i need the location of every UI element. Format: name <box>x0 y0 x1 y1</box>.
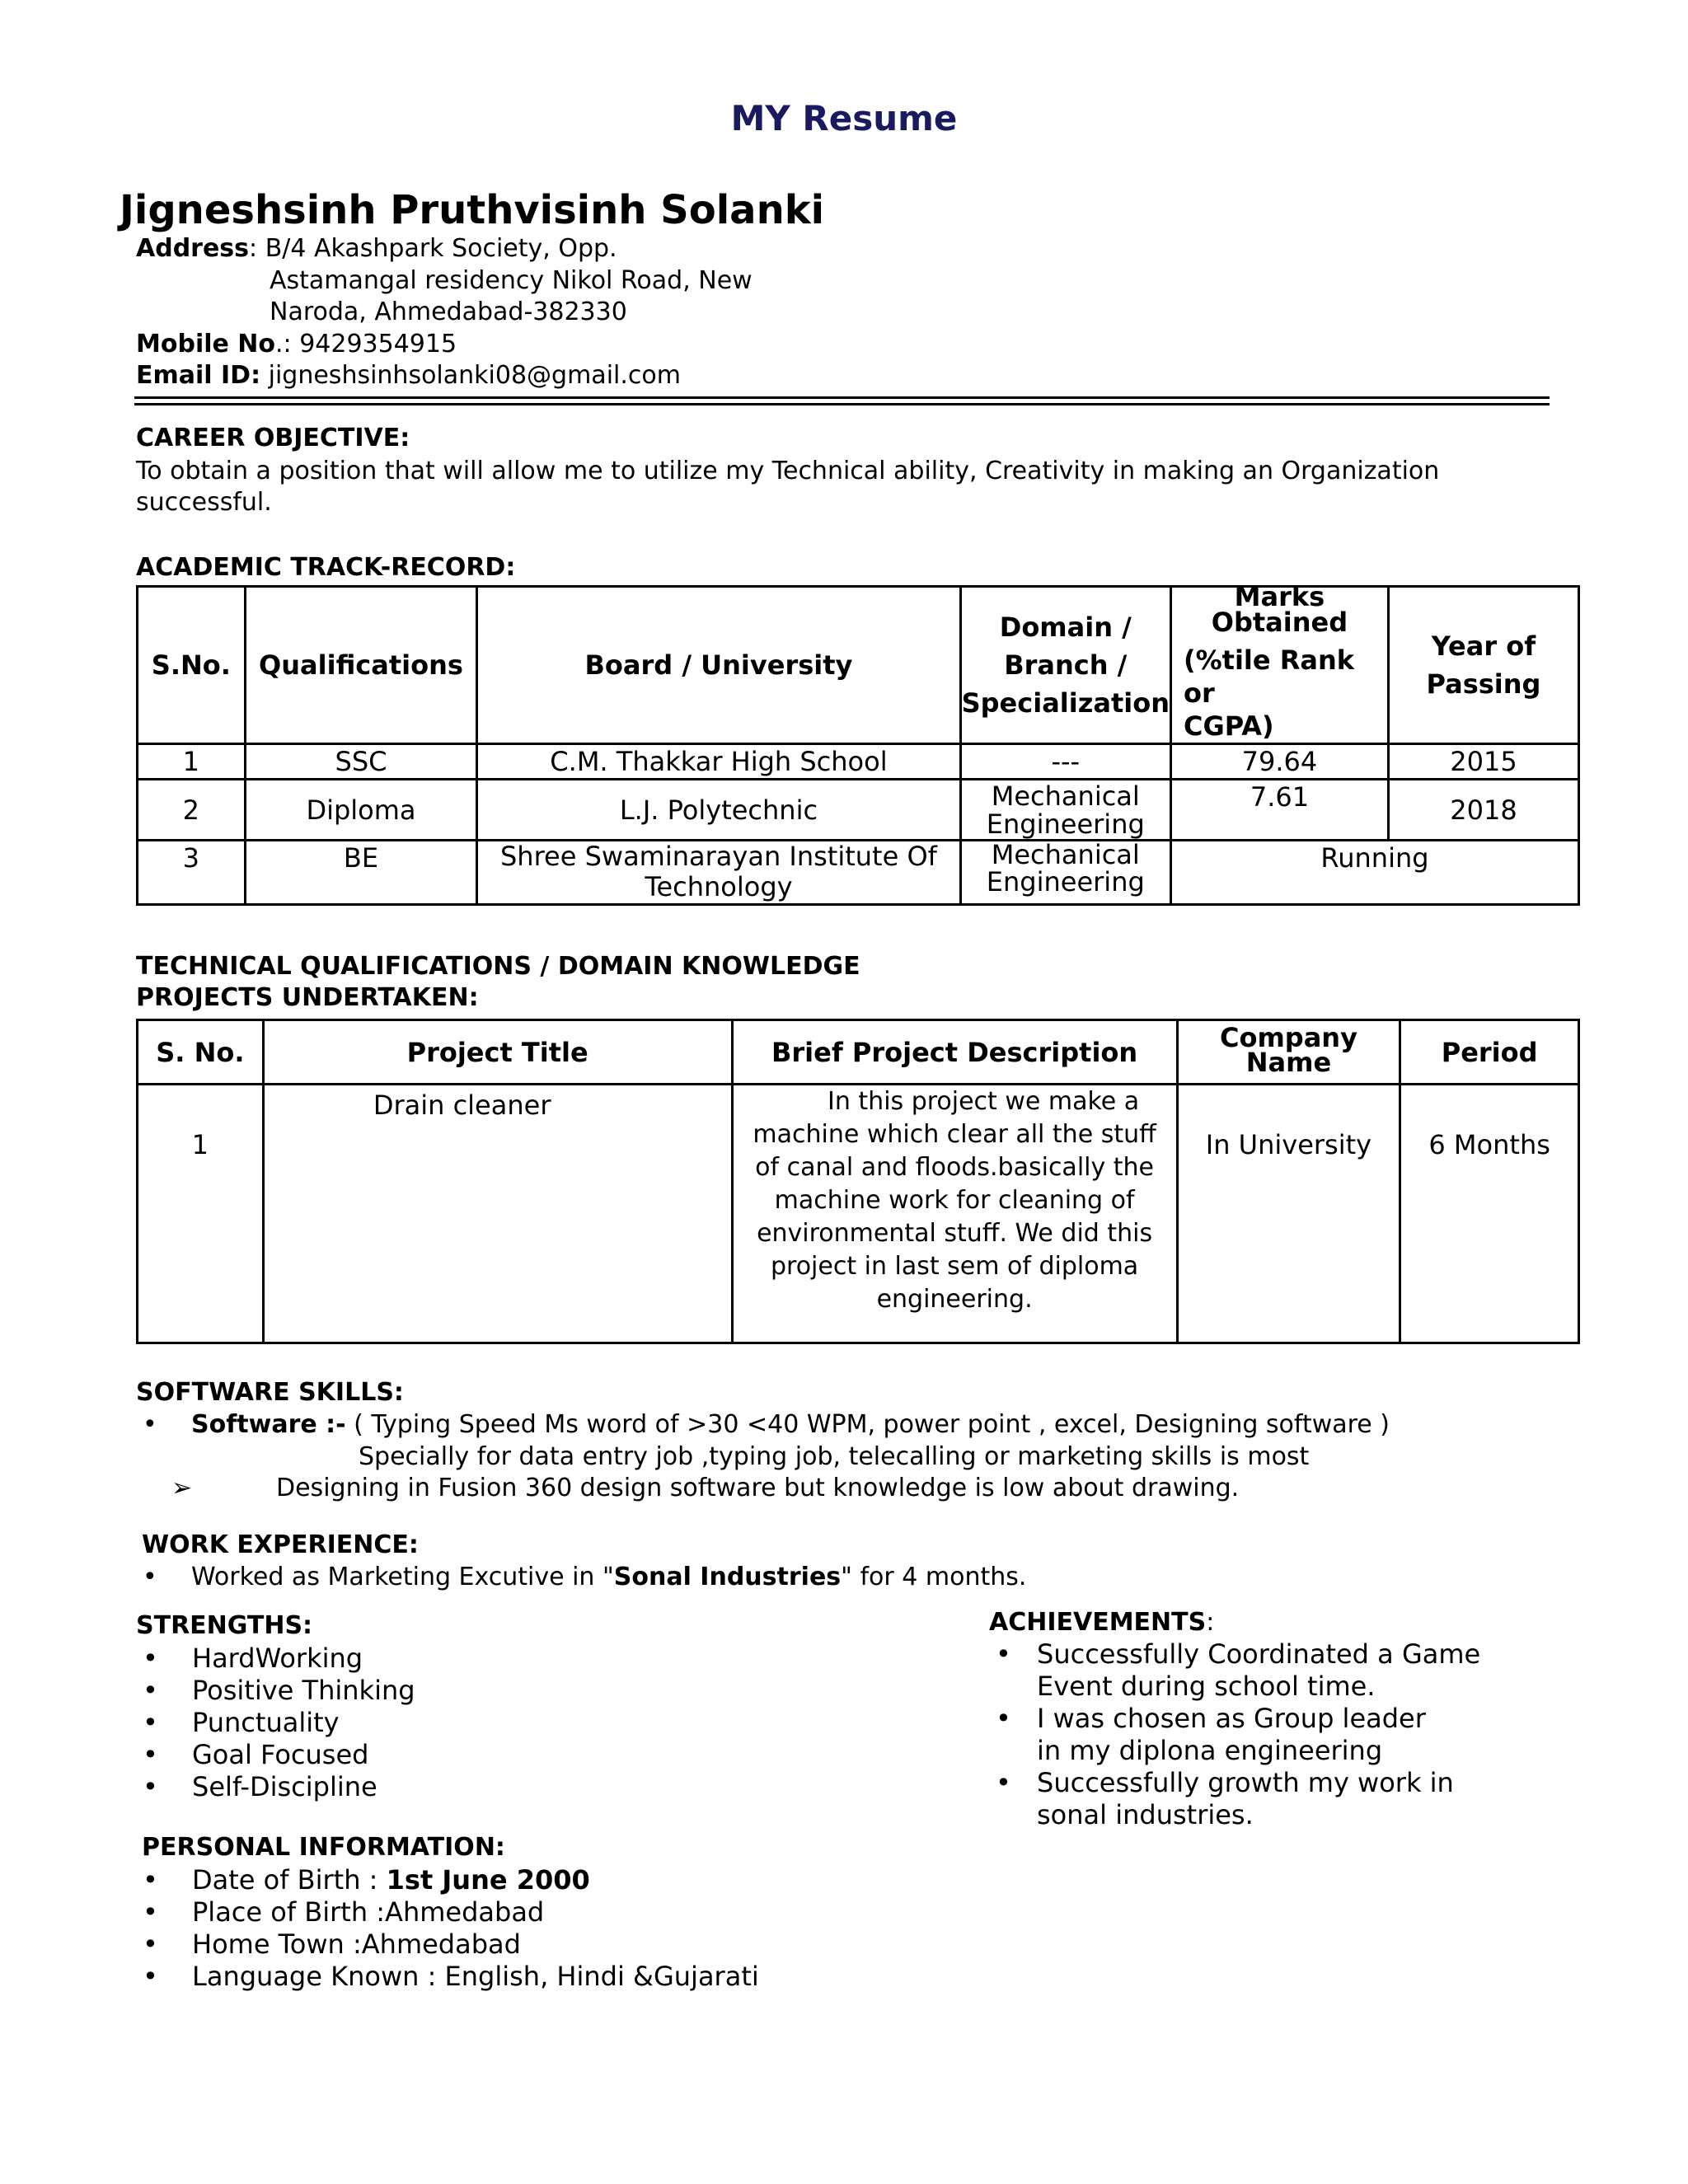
strengths-heading: STRENGTHS: <box>136 1611 313 1640</box>
address-line-3: Naroda, Ahmedabad-382330 <box>270 298 627 326</box>
project-1-period: 6 Months <box>1400 1085 1579 1343</box>
divider-bottom <box>134 403 1550 405</box>
row-2-sno: 2 <box>138 780 246 841</box>
row-1-board: C.M. Thakkar High School <box>477 744 960 780</box>
project-1-description-line-4: machine work for cleaning of <box>774 1186 1135 1215</box>
list-item <box>136 1864 759 1896</box>
header-board: Board / University <box>477 587 960 744</box>
fusion-360-item: Designing in Fusion 360 design software but knowledge is low about drawing. <box>276 1474 1240 1502</box>
row-1-marks: 79.64 <box>1170 744 1388 780</box>
header-period: Period <box>1400 1020 1579 1085</box>
header-project-description: Brief Project Description <box>732 1020 1177 1085</box>
header-domain-line-3: Specialization <box>961 687 1170 719</box>
header-marks-line-2: Obtained <box>1211 607 1348 638</box>
career-objective-line-1: To obtain a position that will allow me to utilize my Technical ability, Creativity in making an Organization <box>136 457 1440 485</box>
header-marks <box>1170 581 1388 744</box>
career-objective-line-2: successful. <box>136 488 272 517</box>
project-1-company: In University <box>1177 1085 1400 1343</box>
header-domain-line-1: Domain / <box>999 612 1132 643</box>
row-3-board <box>477 841 960 905</box>
divider-top <box>134 396 1550 399</box>
row-3-board-line-2: Technology <box>645 871 793 902</box>
row-2-year: 2018 <box>1388 780 1578 841</box>
row-3-qualification: BE <box>245 841 477 905</box>
header-project-title: Project Title <box>263 1020 732 1085</box>
academic-heading: ACADEMIC TRACK-RECORD: <box>136 553 516 582</box>
projects-table <box>136 1019 1580 1344</box>
row-2-qualification: Diploma <box>245 780 477 841</box>
header-company <box>1177 1020 1400 1085</box>
address-label: Address <box>136 234 250 263</box>
achievement-1-line-1: • Successfully Coordinated a Game <box>1037 1638 1481 1670</box>
header-company-line-2: Name <box>1245 1046 1332 1078</box>
achievement-3-line-1: • Successfully growth my work in <box>1037 1767 1454 1798</box>
list-item: • Home Town :Ahmedabad <box>136 1929 759 1961</box>
strengths-list <box>136 1643 415 1803</box>
software-detail: ( Typing Speed Ms word of >30 <40 WPM, power point , excel, Designing software ) <box>345 1410 1390 1439</box>
project-1-sno: 1 <box>138 1085 264 1343</box>
dob-label: Date of Birth : <box>192 1864 387 1896</box>
software-continuation: Specially for data entry job ,typing job, telecalling or marketing skills is most <box>359 1442 1310 1471</box>
full-name: Jigneshsinh Pruthvisinh Solanki <box>120 187 825 233</box>
work-company: Sonal Industries <box>613 1563 842 1591</box>
achievement-2-line-1: • I was chosen as Group leader <box>1037 1703 1426 1734</box>
email-label: Email ID: <box>136 361 261 390</box>
document-title: MY Resume <box>730 98 958 138</box>
technical-heading: TECHNICAL QUALIFICATIONS / DOMAIN KNOWLEDGE <box>136 952 860 981</box>
list-item: • Place of Birth :Ahmedabad <box>136 1896 759 1929</box>
achievements-heading-row: ACHIEVEMENTS: <box>989 1608 1215 1637</box>
project-1-description-line-6: project in last sem of diploma <box>770 1252 1139 1281</box>
row-1-qualification: SSC <box>245 744 477 780</box>
software-skills-item <box>191 1409 1390 1441</box>
row-2-domain <box>960 780 1170 841</box>
work-prefix: Worked as Marketing Excutive in " <box>191 1563 614 1591</box>
table-row <box>138 1085 1579 1343</box>
header-marks-line-4: CGPA) <box>1183 710 1274 742</box>
list-item: • Punctuality <box>136 1707 415 1739</box>
header-domain-line-2: Branch / <box>1004 649 1128 681</box>
arrow-bullet-icon: ➢ <box>171 1474 193 1502</box>
project-1-description-line-1: In this project we make a <box>828 1087 1140 1116</box>
row-3-sno: 3 <box>138 841 246 905</box>
achievements-list <box>989 1638 1480 1831</box>
achievement-2-line-2: in my diplona engineering <box>1037 1735 1383 1766</box>
header-marks-line-3: (%tile Rank or <box>1183 644 1355 709</box>
row-3-status: Running <box>1170 841 1578 905</box>
list-item <box>989 1767 1480 1831</box>
personal-info-list <box>136 1864 759 1993</box>
software-skills-heading: SOFTWARE SKILLS: <box>136 1378 404 1407</box>
work-suffix: " for 4 months. <box>841 1563 1027 1591</box>
list-item <box>989 1703 1480 1767</box>
project-1-description-line-7: engineering. <box>876 1285 1033 1314</box>
header-year-line-2: Passing <box>1426 668 1541 700</box>
row-3-board-line-1: Shree Swaminarayan Institute Of <box>499 841 937 872</box>
row-1-domain: --- <box>960 744 1170 780</box>
academic-table <box>136 581 1580 906</box>
achievement-3-line-2: sonal industries. <box>1037 1799 1254 1830</box>
achievement-1-line-2: Event during school time. <box>1037 1671 1376 1702</box>
project-1-description-line-3: of canal and floods.basically the <box>755 1153 1155 1182</box>
work-experience-heading: WORK EXPERIENCE: <box>142 1530 419 1559</box>
header-marks-line-1: Marks <box>1234 581 1325 612</box>
project-1-title: Drain cleaner <box>263 1085 732 1343</box>
list-item: • Goal Focused <box>136 1739 415 1771</box>
email-address: jigneshsinhsolanki08@gmail.com <box>268 361 681 390</box>
list-item: • Language Known : English, Hindi &Gujarati <box>136 1961 759 1993</box>
header-year <box>1388 587 1578 744</box>
table-row <box>138 841 1579 905</box>
mobile-line: Mobile No.: 9429354915 <box>136 330 457 359</box>
row-2-domain-line-1: Mechanical <box>991 780 1140 812</box>
header-sno: S.No. <box>138 587 246 744</box>
row-2-board: L.J. Polytechnic <box>477 780 960 841</box>
row-2-marks: 7.61 <box>1170 780 1388 841</box>
work-bullet-icon: • <box>143 1563 157 1591</box>
table-row <box>138 780 1579 841</box>
mobile-label: Mobile No <box>136 330 276 359</box>
email-line <box>136 360 681 391</box>
header-domain <box>960 587 1170 744</box>
row-1-year: 2015 <box>1388 744 1578 780</box>
address-line-1: Address: B/4 Akashpark Society, Opp. <box>136 234 617 263</box>
row-3-domain-line-1: Mechanical <box>991 839 1140 870</box>
address-line-2: Astamangal residency Nikol Road, New <box>270 266 753 295</box>
list-item <box>989 1638 1480 1703</box>
row-3-domain <box>960 841 1170 905</box>
list-item: • Self-Discipline <box>136 1771 415 1803</box>
list-item: • HardWorking <box>136 1643 415 1675</box>
table-row <box>138 744 1579 780</box>
personal-info-heading: PERSONAL INFORMATION: <box>142 1833 505 1862</box>
list-item: • Positive Thinking <box>136 1675 415 1707</box>
achievements-heading: ACHIEVEMENTS <box>989 1608 1207 1637</box>
row-3-domain-line-2: Engineering <box>986 866 1145 898</box>
address-value-1: B/4 Akashpark Society, Opp. <box>265 234 617 263</box>
dob-value: 1st June 2000 <box>386 1864 590 1896</box>
work-experience-item <box>191 1562 1026 1593</box>
software-label: Software :- <box>191 1410 346 1439</box>
projects-header-row <box>138 1020 1579 1085</box>
header-project-sno: S. No. <box>138 1020 264 1085</box>
header-year-line-1: Year of <box>1431 630 1536 662</box>
career-objective-heading: CAREER OBJECTIVE: <box>136 424 410 452</box>
projects-heading: PROJECTS UNDERTAKEN: <box>136 983 479 1012</box>
project-1-description-line-5: environmental stuff. We did this <box>757 1219 1153 1248</box>
row-2-domain-line-2: Engineering <box>986 808 1145 840</box>
project-1-description-line-2: machine which clear all the stuff <box>753 1120 1156 1149</box>
row-1-sno: 1 <box>138 744 246 780</box>
header-company-line-1: Company <box>1219 1021 1357 1053</box>
header-qualifications: Qualifications <box>245 587 477 744</box>
software-bullet-icon: • <box>143 1410 157 1439</box>
academic-header-row <box>138 587 1579 744</box>
project-1-description <box>732 1085 1177 1343</box>
mobile-number: 9429354915 <box>299 330 457 359</box>
